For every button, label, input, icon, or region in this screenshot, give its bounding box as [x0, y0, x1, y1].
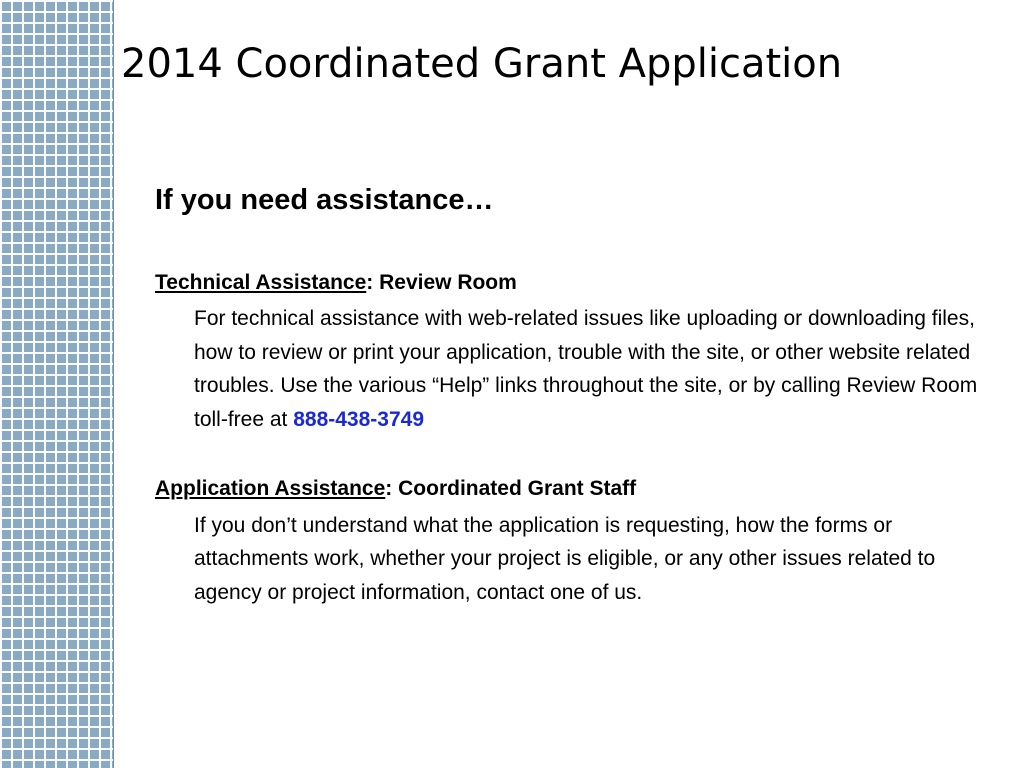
technical-provider: Review Room	[379, 270, 517, 294]
application-assistance-label: Application Assistance	[155, 477, 386, 501]
application-assistance-heading	[155, 476, 1000, 502]
technical-assistance-body	[155, 302, 1000, 436]
decorative-grid-band	[0, 0, 114, 768]
application-separator: :	[385, 477, 393, 501]
technical-assistance-heading	[155, 270, 1000, 296]
slide-content	[155, 183, 1000, 609]
application-assistance-body: If you don’t understand what the application is requesting, how the forms or attachments work, whether your project is eligible, or any other issues related to agency or project information, contact one of us.	[194, 513, 936, 604]
technical-assistance-label: Technical Assistance	[155, 270, 367, 294]
support-phone-number: 888-438-3749	[293, 407, 424, 431]
technical-body-text: For technical assistance with web-related issues like uploading or downloading files, how to review or print your application, trouble with the site, or other website related troubles. Use the various “Help” links throughout the site, or by calling Review Room toll-free at	[194, 307, 978, 431]
slide-title: 2014 Coordinated Grant Application	[121, 41, 843, 87]
technical-separator: :	[366, 270, 374, 294]
assistance-heading: If you need assistance…	[155, 184, 494, 216]
application-provider: Coordinated Grant Staff	[398, 477, 637, 501]
